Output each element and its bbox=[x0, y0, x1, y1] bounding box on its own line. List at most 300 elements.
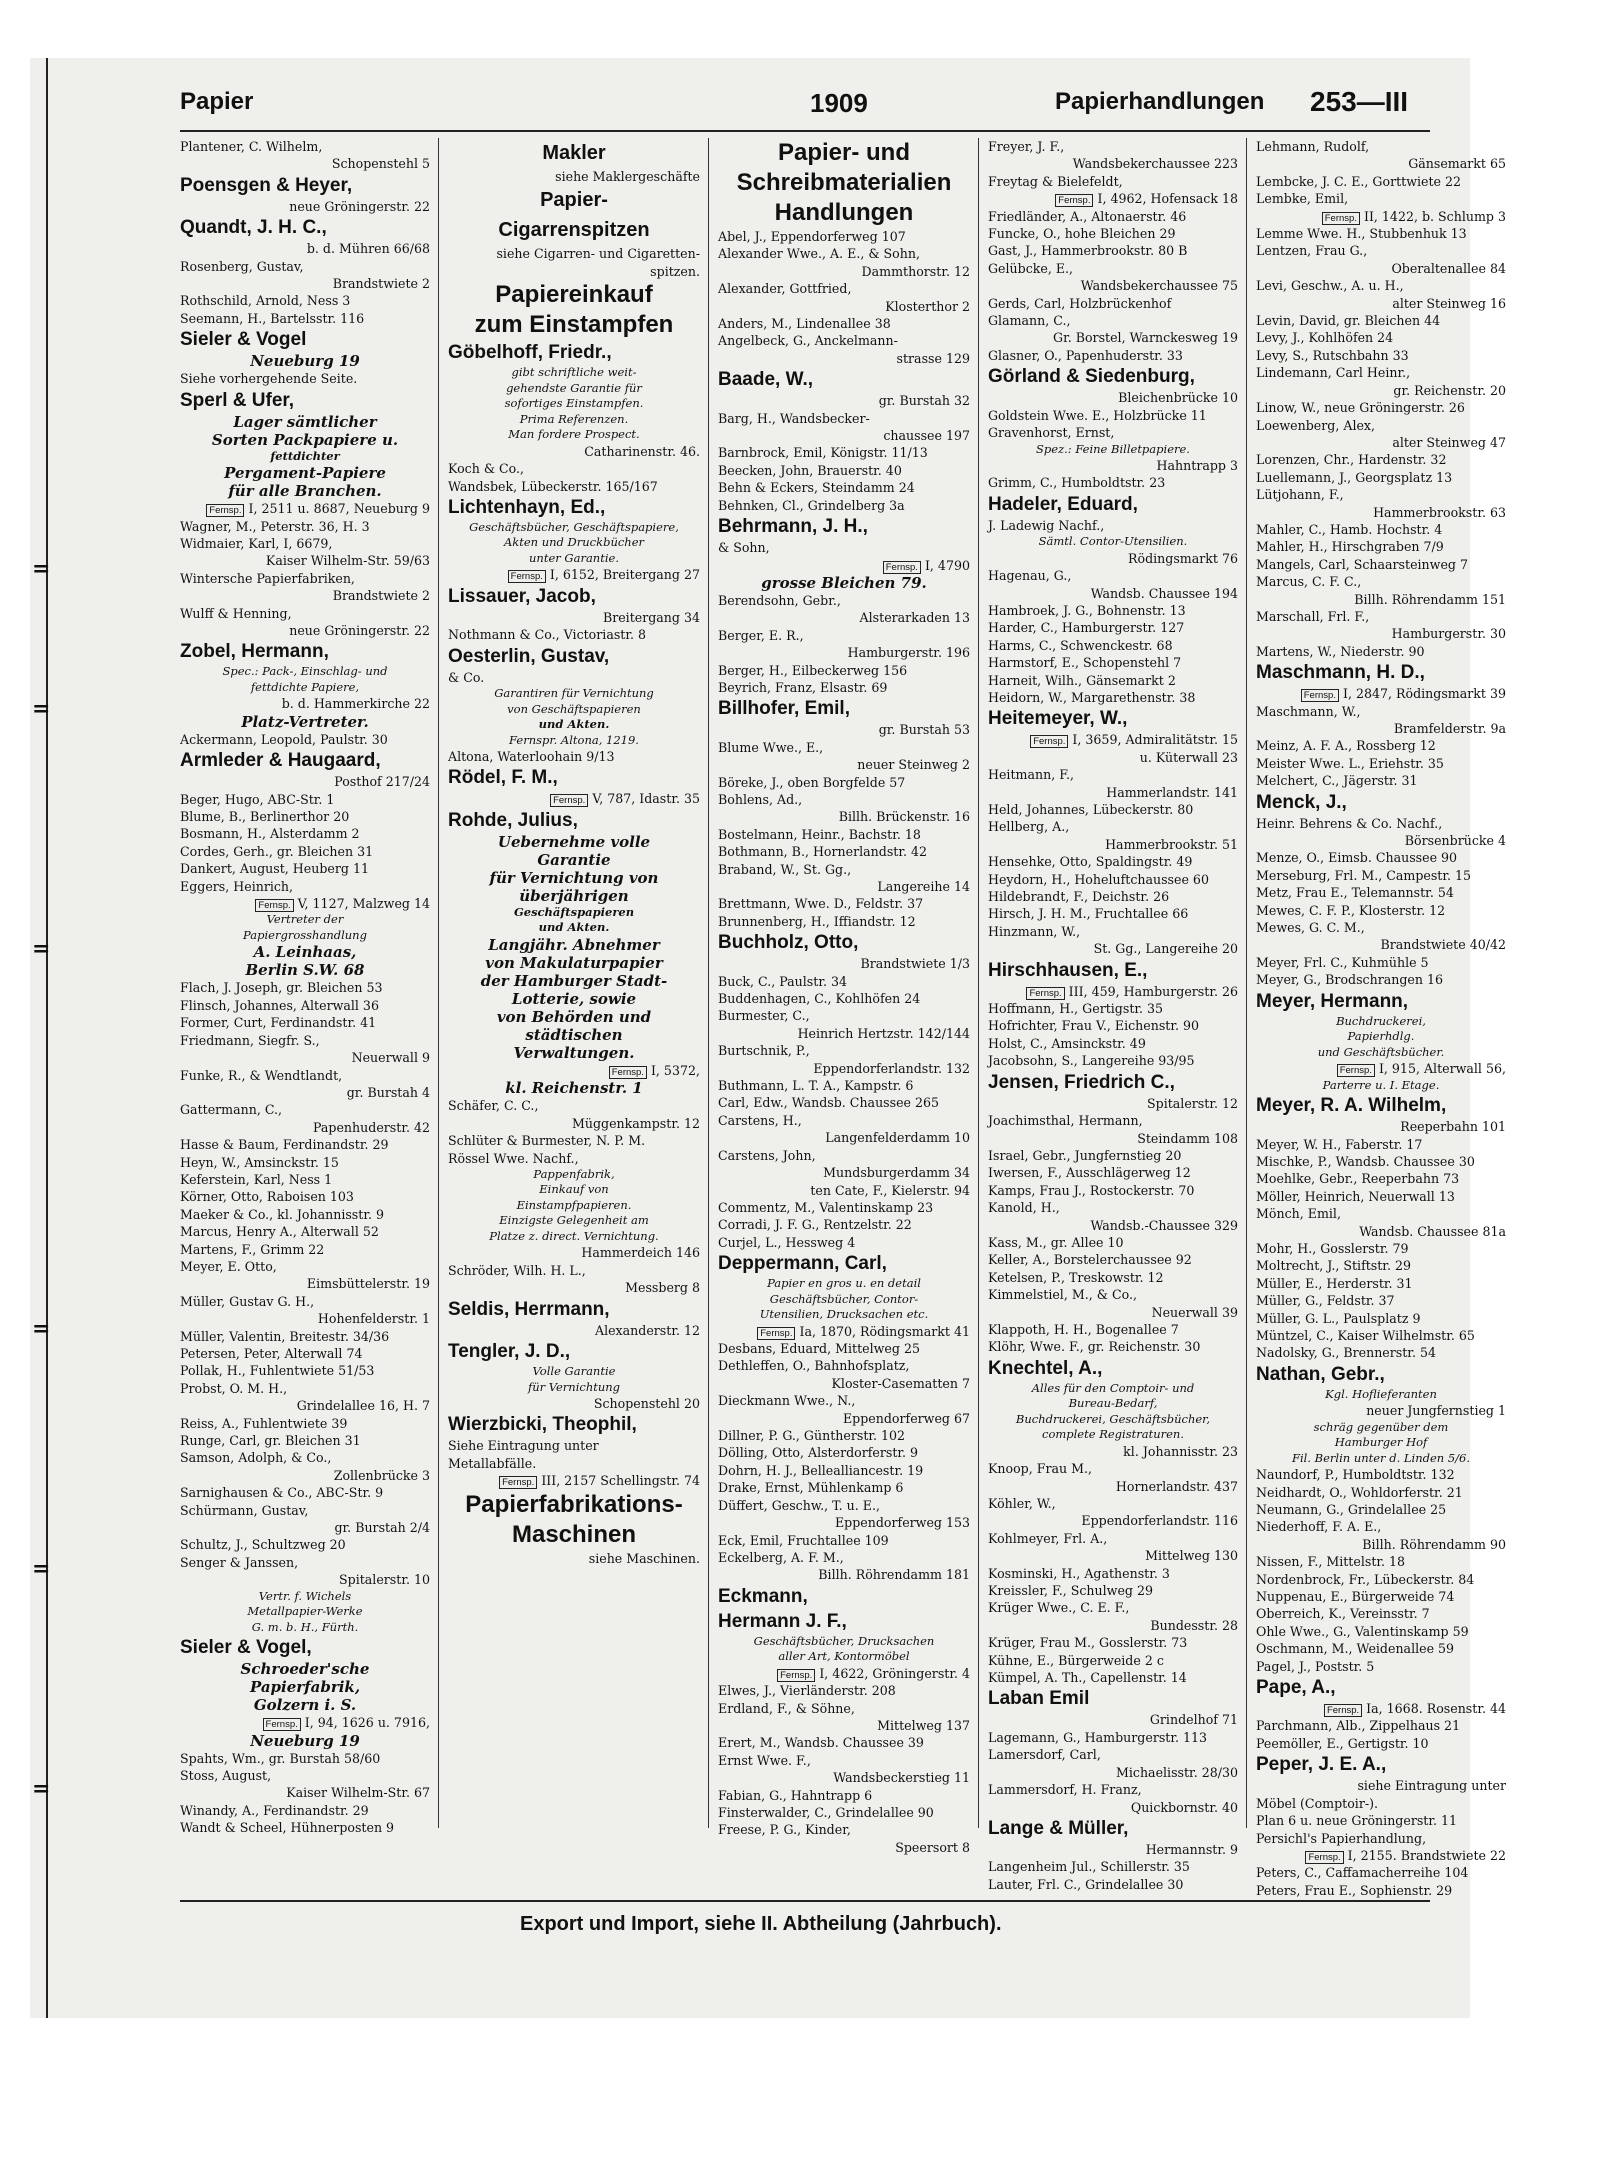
directory-line bbox=[1256, 1700, 1506, 1717]
directory-line: Grimm, C., Humboldtstr. 23 bbox=[988, 475, 1166, 491]
directory-line: Kosminski, H., Agathenstr. 3 bbox=[988, 1565, 1170, 1581]
directory-line: Eppendorferlandstr. 132 bbox=[813, 1060, 970, 1076]
directory-line: Harneit, Wilh., Gänsemarkt 2 bbox=[988, 672, 1176, 688]
directory-line: Lemme Wwe. H., Stubbenhuk 13 bbox=[1256, 226, 1467, 242]
directory-line: von Behörden und bbox=[496, 1007, 652, 1026]
directory-line: Brandstwiete 40/42 bbox=[1380, 937, 1506, 953]
directory-line: Iwersen, F., Ausschlägerweg 12 bbox=[988, 1165, 1191, 1181]
telephone-badge: Fernsp. bbox=[1337, 1064, 1375, 1077]
directory-line bbox=[1256, 1060, 1506, 1077]
directory-line bbox=[1256, 1847, 1506, 1864]
directory-line: Oberaltenallee 84 bbox=[1391, 260, 1506, 276]
directory-line: von Makulaturpapier bbox=[485, 953, 663, 972]
directory-line: schräg gegenüber dem bbox=[1313, 1419, 1449, 1434]
directory-line: strasse 129 bbox=[896, 350, 970, 366]
directory-line-text: III, 2157 Schellingstr. 74 bbox=[541, 1473, 700, 1489]
directory-line: Kass, M., gr. Allee 10 bbox=[988, 1234, 1124, 1250]
telephone-badge: Fernsp. bbox=[1026, 987, 1064, 1000]
directory-line: Plan 6 u. neue Gröningerstr. 11 bbox=[1256, 1813, 1458, 1829]
directory-line: Breitergang 34 bbox=[602, 609, 700, 625]
directory-line: Nadolsky, G., Brennerstr. 54 bbox=[1256, 1345, 1436, 1361]
directory-line: siehe Maschinen. bbox=[588, 1550, 700, 1566]
directory-line: Dohrn, H. J., Bellealliancestr. 19 bbox=[718, 1462, 924, 1478]
directory-line: Heydorn, H., Hoheluftchaussee 60 bbox=[988, 871, 1209, 887]
directory-line: Kamps, Frau J., Rostockerstr. 70 bbox=[988, 1182, 1195, 1198]
directory-line: Hadeler, Eduard, bbox=[988, 493, 1138, 515]
directory-line: Golzern i. S. bbox=[253, 1696, 357, 1715]
directory-line: Meister Wwe. L., Eriehstr. 35 bbox=[1256, 755, 1444, 771]
directory-line: Senger & Janssen, bbox=[180, 1554, 299, 1570]
directory-line: Hellberg, A., bbox=[988, 819, 1070, 835]
directory-line: Wandsbekerchaussee 75 bbox=[1080, 278, 1238, 294]
directory-line: Mischke, P., Wandsb. Chaussee 30 bbox=[1256, 1153, 1475, 1169]
directory-line: Meyer, W. H., Faberstr. 17 bbox=[1256, 1136, 1423, 1152]
directory-line: Jacobsohn, S., Langereihe 93/95 bbox=[988, 1053, 1195, 1069]
directory-line: Menze, O., Eimsb. Chaussee 90 bbox=[1256, 850, 1458, 866]
footer-rule bbox=[180, 1900, 1430, 1902]
directory-line: Vertr. f. Wichels bbox=[258, 1588, 352, 1603]
directory-line: Sarnighausen & Co., ABC-Str. 9 bbox=[180, 1485, 384, 1501]
column-divider bbox=[708, 138, 709, 1828]
directory-line: und Akten. bbox=[538, 717, 610, 732]
directory-line: Elwes, J., Vierländerstr. 208 bbox=[718, 1683, 896, 1699]
directory-line: Catharinenstr. 46. bbox=[584, 443, 700, 459]
directory-line bbox=[180, 500, 430, 517]
directory-line: Hofrichter, Frau V., Eichenstr. 90 bbox=[988, 1018, 1200, 1034]
directory-line: Lentzen, Frau G., bbox=[1256, 243, 1368, 259]
directory-line: Hammerlandstr. 141 bbox=[1106, 784, 1238, 800]
telephone-badge: Fernsp. bbox=[508, 570, 546, 583]
directory-line: Göbelhoff, Friedr., bbox=[448, 342, 612, 364]
directory-line: Papier- und bbox=[777, 139, 910, 166]
directory-line: Volle Garantie bbox=[532, 1364, 616, 1379]
directory-line: Langjähr. Abnehmer bbox=[488, 935, 660, 954]
page-number: 253—III bbox=[1310, 86, 1409, 117]
directory-line: Buchholz, Otto, bbox=[718, 932, 859, 954]
telephone-badge: Fernsp. bbox=[777, 1669, 815, 1682]
directory-line: Lütjohann, F., bbox=[1256, 487, 1344, 503]
header-section: Papierhandlungen bbox=[1055, 88, 1265, 115]
directory-line: Schäfer, C. C., bbox=[448, 1098, 539, 1114]
directory-line: für Vernichtung von bbox=[489, 868, 659, 887]
directory-line: überjährigen bbox=[519, 886, 629, 905]
directory-line: Lindemann, Carl Heinr., bbox=[1256, 365, 1411, 381]
telephone-badge: Fernsp. bbox=[499, 1476, 537, 1489]
directory-line: Schultz, J., Schultzweg 20 bbox=[180, 1537, 346, 1553]
directory-line: Böreke, J., oben Borgfelde 57 bbox=[718, 774, 906, 790]
directory-line: Kaiser Wilhelm-Str. 59/63 bbox=[265, 553, 430, 569]
directory-line: Freese, P. G., Kinder, bbox=[718, 1822, 851, 1838]
directory-line: Nothmann & Co., Victoriastr. 8 bbox=[448, 627, 647, 643]
directory-line: Hamburgerstr. 30 bbox=[1391, 626, 1506, 642]
directory-line: Geschäftsbücher, Drucksachen bbox=[753, 1633, 935, 1648]
directory-line: Neueburg 19 bbox=[250, 352, 360, 371]
directory-line: Mangels, Carl, Schaarsteinweg 7 bbox=[1256, 556, 1468, 572]
directory-line: Schopenstehl 5 bbox=[331, 156, 430, 172]
directory-line: Fernspr. Altona, 1219. bbox=[509, 732, 639, 747]
directory-line: Garantie bbox=[537, 850, 611, 869]
directory-line: Wandsbeckerstieg 11 bbox=[833, 1770, 970, 1786]
directory-line: Friedmann, Siegfr. S., bbox=[180, 1032, 320, 1048]
directory-line: Hirsch, J. H. M., Fruchtallee 66 bbox=[988, 906, 1189, 922]
directory-line: Gelübcke, E., bbox=[988, 260, 1074, 276]
directory-line: und Akten. bbox=[538, 920, 610, 935]
directory-line: Quickbornstr. 40 bbox=[1130, 1799, 1238, 1815]
directory-line: & Sohn, bbox=[718, 540, 770, 556]
directory-line: Pagel, J., Poststr. 5 bbox=[1256, 1658, 1375, 1674]
directory-line: Mönch, Emil, bbox=[1256, 1206, 1341, 1222]
directory-line: Goldstein Wwe. E., Holzbrücke 11 bbox=[988, 407, 1207, 423]
directory-line: Hermann J. F., bbox=[718, 1610, 847, 1632]
directory-line: Langenheim Jul., Schillerstr. 35 bbox=[988, 1859, 1190, 1875]
directory-line: Kgl. Hoflieferanten bbox=[1325, 1386, 1437, 1401]
column-4 bbox=[988, 138, 1238, 1892]
directory-line: Meinz, A. F. A., Rossberg 12 bbox=[1256, 738, 1436, 754]
directory-line: siehe Maklergeschäfte bbox=[555, 169, 700, 184]
directory-line: Lange & Müller, bbox=[988, 1817, 1129, 1839]
directory-line: Knoop, Frau M., bbox=[988, 1461, 1093, 1477]
directory-line: Man fordere Prospect. bbox=[508, 427, 640, 442]
directory-line: Kümpel, A. Th., Capellenstr. 14 bbox=[988, 1670, 1187, 1686]
telephone-badge: Fernsp. bbox=[550, 794, 588, 807]
directory-line: Wandt & Scheel, Hühnerposten 9 bbox=[180, 1820, 395, 1836]
directory-line-text: I, 2511 u. 8687, Neueburg 9 bbox=[248, 501, 430, 517]
directory-line: Heyn, W., Amsinckstr. 15 bbox=[180, 1154, 339, 1170]
directory-line: Handlungen bbox=[774, 199, 914, 226]
telephone-badge: Fernsp. bbox=[206, 504, 244, 517]
directory-line: Spitalerstr. 12 bbox=[1147, 1095, 1238, 1111]
directory-line: Mittelweg 130 bbox=[1145, 1548, 1238, 1564]
directory-line-text: I, 4622, Gröningerstr. 4 bbox=[819, 1665, 970, 1681]
directory-line-text: II, 1422, b. Schlump 3 bbox=[1363, 208, 1506, 224]
directory-line bbox=[448, 1062, 700, 1079]
directory-line: Klappoth, H. H., Bogenallee 7 bbox=[988, 1321, 1179, 1337]
directory-line: Moltrecht, J., Stiftstr. 29 bbox=[1256, 1258, 1411, 1274]
directory-line bbox=[718, 1665, 970, 1682]
directory-line: Görland & Siedenburg, bbox=[988, 366, 1195, 388]
column-2 bbox=[448, 138, 700, 1828]
directory-line: Joachimsthal, Hermann, bbox=[988, 1113, 1143, 1129]
directory-line: Zobel, Hermann, bbox=[180, 641, 329, 663]
directory-line: alter Steinweg 47 bbox=[1392, 434, 1506, 450]
directory-line: zum Einstampfen bbox=[474, 311, 674, 339]
directory-line: Billh. Röhrendamm 151 bbox=[1354, 591, 1506, 607]
directory-line: Winandy, A., Ferdinandstr. 29 bbox=[180, 1802, 369, 1818]
column-divider bbox=[438, 138, 439, 1828]
directory-line: Cigarrenspitzen bbox=[498, 219, 650, 242]
directory-line: Mahler, H., Hirschgraben 7/9 bbox=[1256, 539, 1444, 555]
directory-line: Meyer, G., Brodschrangen 16 bbox=[1256, 972, 1444, 988]
directory-line: Hasse & Baum, Ferdinandstr. 29 bbox=[180, 1137, 389, 1153]
directory-line: Akten und Druckbücher bbox=[503, 535, 645, 550]
directory-line: Müggenkampstr. 12 bbox=[571, 1115, 700, 1131]
directory-line: Burmester, C., bbox=[718, 1008, 810, 1024]
directory-line: Speersort 8 bbox=[895, 1839, 970, 1855]
directory-line: Buthmann, L. T. A., Kampstr. 6 bbox=[718, 1078, 914, 1094]
directory-line: Eggers, Heinrich, bbox=[180, 878, 294, 894]
directory-line: Kaiser Wilhelm-Str. 67 bbox=[286, 1785, 430, 1801]
directory-line: Harder, C., Hamburgerstr. 127 bbox=[988, 620, 1185, 636]
directory-line: Runge, Carl, gr. Bleichen 31 bbox=[180, 1433, 361, 1449]
directory-line: Langenfelderdamm 10 bbox=[825, 1130, 970, 1146]
directory-line: neuer Jungfernstieg 1 bbox=[1366, 1403, 1506, 1419]
column-divider bbox=[1246, 138, 1247, 1828]
directory-line: Blume Wwe., E., bbox=[718, 739, 824, 755]
directory-line: Mewes, G. C. M., bbox=[1256, 920, 1365, 936]
directory-line: Koch & Co., bbox=[448, 461, 525, 477]
directory-line-text: I, 2847, Rödingsmarkt 39 bbox=[1342, 686, 1506, 702]
directory-line: Brandstwiete 2 bbox=[332, 588, 430, 604]
directory-line: Bosmann, H., Alsterdamm 2 bbox=[180, 826, 360, 842]
directory-line: Niederhoff, F. A. E., bbox=[1256, 1519, 1382, 1535]
directory-line: gibt schriftliche weit- bbox=[511, 365, 637, 380]
directory-line bbox=[988, 983, 1238, 1000]
directory-line-text: I, 94, 1626 u. 7916, bbox=[304, 1715, 430, 1731]
directory-line: Lorenzen, Chr., Hardenstr. 32 bbox=[1256, 452, 1447, 468]
directory-line: Alsterarkaden 13 bbox=[859, 610, 970, 626]
directory-line: alter Steinweg 16 bbox=[1392, 295, 1506, 311]
directory-line: Einstampfpapieren. bbox=[516, 1197, 632, 1212]
directory-line: Uebernehme volle bbox=[497, 832, 651, 851]
directory-line: St. Gg., Langereihe 20 bbox=[1093, 941, 1238, 957]
directory-line: Peper, J. E. A., bbox=[1256, 1754, 1387, 1776]
directory-line-text: I, 2155. Brandstwiete 22 bbox=[1347, 1847, 1506, 1863]
directory-line: Kohlmeyer, Frl. A., bbox=[988, 1530, 1108, 1546]
directory-line: Siehe Eintragung unter bbox=[448, 1438, 599, 1454]
directory-line: Burtschnik, P., bbox=[718, 1043, 810, 1059]
directory-line: Eckelberg, A. F. M., bbox=[718, 1549, 844, 1565]
directory-line: Schürmann, Gustav, bbox=[180, 1502, 309, 1518]
directory-line: Köhler, W., bbox=[988, 1496, 1056, 1511]
directory-line: Lichtenhayn, Ed., bbox=[448, 496, 606, 518]
directory-line: Persichl's Papierhandlung, bbox=[1256, 1830, 1427, 1846]
directory-line: Platze z. direct. Vernichtung. bbox=[489, 1228, 659, 1243]
directory-line: gr. Burstah 32 bbox=[878, 393, 970, 409]
directory-line: Former, Curt, Ferdinandstr. 41 bbox=[180, 1015, 377, 1031]
directory-line: Hammerbrookstr. 63 bbox=[1373, 504, 1506, 520]
directory-line: Keller, A., Borstelerchaussee 92 bbox=[988, 1252, 1192, 1268]
directory-line bbox=[180, 895, 430, 912]
directory-line: städtischen bbox=[525, 1025, 623, 1044]
directory-line: und Geschäftsbücher. bbox=[1317, 1044, 1445, 1059]
directory-line: b. d. Hammerkirche 22 bbox=[281, 696, 430, 712]
directory-line: Oberreich, K., Vereinsstr. 7 bbox=[1256, 1606, 1430, 1622]
directory-line: Seemann, H., Bartelsstr. 116 bbox=[180, 310, 365, 326]
directory-line: Papiergrosshandlung bbox=[243, 927, 367, 942]
directory-line: Wandsbek, Lübeckerstr. 165/167 bbox=[448, 478, 658, 494]
directory-line: Lissauer, Jacob, bbox=[448, 585, 596, 607]
directory-line: Behnken, Cl., Grindelberg 3a bbox=[718, 497, 905, 513]
directory-line: Levy, S., Rutschbahn 33 bbox=[1256, 347, 1409, 363]
telephone-badge: Fernsp. bbox=[1324, 1704, 1362, 1717]
directory-line: Erert, M., Wandsb. Chaussee 39 bbox=[718, 1735, 924, 1751]
directory-line: Reiss, A., Fuhlentwiete 39 bbox=[180, 1415, 348, 1431]
telephone-badge: Fernsp. bbox=[263, 1718, 301, 1731]
directory-line: Spahts, Wm., gr. Burstah 58/60 bbox=[180, 1750, 381, 1766]
directory-line: Nathan, Gebr., bbox=[1256, 1363, 1385, 1385]
directory-line: Bostelmann, Heinr., Bachstr. 18 bbox=[718, 826, 921, 842]
directory-line: Nissen, F., Mittelstr. 18 bbox=[1256, 1554, 1406, 1570]
directory-line: Flinsch, Johannes, Alterwall 36 bbox=[180, 997, 379, 1013]
directory-line: Kreissler, F., Schulweg 29 bbox=[988, 1583, 1153, 1599]
directory-line: Grindelallee 16, H. 7 bbox=[296, 1398, 430, 1414]
directory-line: Peters, Frau E., Sophienstr. 29 bbox=[1256, 1882, 1453, 1898]
directory-line: Klöhr, Wwe. F., gr. Reichenstr. 30 bbox=[988, 1339, 1201, 1355]
directory-line: Marcus, Henry A., Alterwall 52 bbox=[180, 1224, 379, 1240]
directory-line bbox=[1256, 685, 1506, 702]
directory-line: Hoffmann, H., Gertigstr. 35 bbox=[988, 1001, 1164, 1017]
directory-line: Meyer, Frl. C., Kuhmühle 5 bbox=[1256, 954, 1429, 970]
directory-line: Wulff & Henning, bbox=[180, 605, 292, 621]
directory-line: Oesterlin, Gustav, bbox=[448, 645, 610, 667]
directory-line: aller Art, Kontormöbel bbox=[778, 1649, 910, 1664]
directory-line: Levi, Geschw., A. u. H., bbox=[1256, 278, 1404, 294]
directory-line: Mewes, C. F. P., Klosterstr. 12 bbox=[1256, 902, 1446, 918]
directory-line: Müntzel, C., Kaiser Wilhelmstr. 65 bbox=[1256, 1327, 1475, 1343]
directory-line: Rödingsmarkt 76 bbox=[1128, 550, 1238, 566]
directory-line: Mundsburgerdamm 34 bbox=[823, 1165, 970, 1181]
directory-line: Müller, E., Herderstr. 31 bbox=[1256, 1275, 1413, 1291]
directory-line: Hammerbrookstr. 51 bbox=[1105, 836, 1238, 852]
telephone-badge: Fernsp. bbox=[1305, 1851, 1343, 1864]
directory-line: Metallabfälle. bbox=[448, 1455, 537, 1471]
directory-line: Makler bbox=[542, 142, 606, 164]
telephone-badge: Fernsp. bbox=[757, 1327, 795, 1340]
directory-line bbox=[448, 790, 700, 807]
directory-line: Ernst Wwe. F., bbox=[718, 1752, 811, 1768]
directory-line: Gerds, Carl, Holzbrückenhof bbox=[988, 295, 1172, 311]
directory-line: Billh. Brückenstr. 16 bbox=[838, 809, 970, 825]
directory-line: Spec.: Pack-, Einschlag- und bbox=[222, 664, 388, 679]
telephone-badge: Fernsp. bbox=[1301, 689, 1339, 702]
directory-line: Rosenberg, Gustav, bbox=[180, 258, 304, 274]
directory-line: Papiereinkauf bbox=[495, 281, 653, 309]
directory-line: Blume, B., Berlinerthor 20 bbox=[180, 809, 350, 825]
directory-line: Friedländer, A., Altonaerstr. 46 bbox=[988, 208, 1187, 224]
directory-line: Rödel, F. M., bbox=[448, 767, 558, 789]
directory-line: Menck, J., bbox=[1256, 791, 1347, 813]
directory-line: Wagner, M., Peterstr. 36, H. 3 bbox=[180, 518, 370, 534]
directory-line: Mittelweg 137 bbox=[877, 1717, 970, 1733]
directory-line: Levy, J., Kohlhöfen 24 bbox=[1256, 330, 1394, 346]
directory-line: Eppendorferweg 153 bbox=[834, 1515, 970, 1531]
directory-line: Lager sämtlicher bbox=[233, 412, 377, 431]
directory-line: Billhofer, Emil, bbox=[718, 698, 850, 720]
directory-line: Quandt, J. H. C., bbox=[180, 217, 327, 239]
directory-line: Jensen, Friedrich C., bbox=[988, 1071, 1175, 1093]
directory-line: Braband, W., St. Gg., bbox=[718, 861, 852, 877]
directory-line: Posthof 217/24 bbox=[334, 774, 430, 790]
directory-line-text: I, 4962, Hofensack 18 bbox=[1097, 191, 1238, 207]
directory-line: Harmstorf, E., Schopenstehl 7 bbox=[988, 655, 1182, 671]
column-divider bbox=[978, 138, 979, 1828]
directory-line: Wandsb.-Chaussee 329 bbox=[1090, 1217, 1238, 1233]
directory-line: Naundorf, P., Humboldtstr. 132 bbox=[1256, 1467, 1455, 1483]
directory-line: Alexander Wwe., A. E., & Sohn, bbox=[718, 246, 920, 262]
directory-line: Müller, Valentin, Breitestr. 34/36 bbox=[180, 1328, 390, 1344]
directory-line: Schreibmaterialien bbox=[736, 169, 952, 196]
page-header bbox=[180, 88, 1470, 128]
directory-line: Marcus, C. F. C., bbox=[1256, 574, 1362, 590]
directory-line: G. m. b. H., Fürth. bbox=[251, 1619, 359, 1634]
directory-line: Heidorn, W., Margarethenstr. 38 bbox=[988, 689, 1196, 705]
directory-line: Papierfabrikations- bbox=[465, 1490, 683, 1518]
directory-line: Schroeder'sche bbox=[240, 1660, 370, 1679]
directory-line: Kanold, H., bbox=[988, 1200, 1060, 1216]
directory-line: Nordenbrock, Fr., Lübeckerstr. 84 bbox=[1256, 1571, 1475, 1587]
directory-line: Neuerwall 9 bbox=[351, 1050, 430, 1066]
directory-line: Moehlke, Gebr., Reeperbahn 73 bbox=[1256, 1171, 1460, 1187]
directory-line: Kimmelstiel, M., & Co., bbox=[988, 1287, 1137, 1303]
directory-line: Eppendorferweg 67 bbox=[842, 1410, 970, 1426]
directory-line-text: I, 3659, Admiralitätstr. 15 bbox=[1072, 732, 1238, 748]
directory-line: Messberg 8 bbox=[625, 1280, 700, 1296]
directory-line: Sieler & Vogel bbox=[180, 329, 307, 351]
directory-line: Corradi, J. F. G., Rentzelstr. 22 bbox=[718, 1217, 912, 1233]
directory-line: Geschäftsbücher, Geschäftspapiere, bbox=[469, 519, 679, 534]
directory-line: Samson, Adolph, & Co., bbox=[180, 1450, 332, 1466]
directory-line: Lembcke, J. C. E., Gorttwiete 22 bbox=[1256, 173, 1462, 189]
directory-line: Parchmann, Alb., Zippelhaus 21 bbox=[1256, 1718, 1461, 1734]
directory-line: Buchdruckerei, Geschäftsbücher, bbox=[1015, 1411, 1211, 1426]
directory-line: Wandsbekerchaussee 223 bbox=[1072, 156, 1238, 172]
directory-line: Erdland, F., & Söhne, bbox=[718, 1700, 855, 1716]
directory-line: Kloster-Casematten 7 bbox=[831, 1375, 970, 1391]
directory-line: Plantener, C. Wilhelm, bbox=[180, 139, 323, 154]
directory-line bbox=[448, 566, 700, 583]
directory-line: Langereihe 14 bbox=[877, 879, 970, 894]
directory-line: b. d. Mühren 66/68 bbox=[306, 241, 430, 257]
directory-line: Dieckmann Wwe., N., bbox=[718, 1393, 856, 1409]
directory-line: Harms, C., Schwenckestr. 68 bbox=[988, 637, 1173, 653]
directory-line: Bohlens, Ad., bbox=[718, 791, 803, 807]
directory-line: Beecken, John, Brauerstr. 40 bbox=[718, 462, 902, 478]
directory-line: Papierfabrik, bbox=[249, 1678, 361, 1697]
directory-line: der Hamburger Stadt- bbox=[480, 971, 668, 990]
directory-line: Zollenbrücke 3 bbox=[333, 1467, 430, 1483]
directory-line: Widmaier, Karl, I, 6679, bbox=[180, 535, 333, 551]
directory-line: Möller, Heinrich, Neuerwall 13 bbox=[1256, 1188, 1455, 1204]
directory-line: unter Garantie. bbox=[529, 550, 619, 565]
directory-line: Meyer, E. Otto, bbox=[180, 1258, 277, 1274]
directory-line: Papierhdlg. bbox=[1347, 1029, 1415, 1044]
directory-line: Börsenbrücke 4 bbox=[1404, 833, 1506, 849]
directory-line: Müller, G. L., Paulsplatz 9 bbox=[1256, 1310, 1421, 1326]
telephone-badge: Fernsp. bbox=[255, 899, 293, 912]
directory-line: Buchdruckerei, bbox=[1336, 1013, 1426, 1028]
directory-line bbox=[448, 1472, 700, 1489]
directory-line: Krüger Wwe., C. E. F., bbox=[988, 1600, 1130, 1616]
directory-line: gr. Burstah 4 bbox=[346, 1084, 430, 1100]
directory-line: Beyrich, Franz, Elsastr. 69 bbox=[718, 679, 888, 695]
directory-line: Eckmann, bbox=[718, 1585, 808, 1607]
directory-line: Utensilien, Drucksachen etc. bbox=[759, 1307, 929, 1322]
directory-line: Deppermann, Carl, bbox=[718, 1253, 887, 1275]
directory-line: Heinrich Hertzstr. 142/144 bbox=[797, 1025, 970, 1041]
directory-line: complete Registraturen. bbox=[1042, 1427, 1184, 1442]
margin-mark: = bbox=[32, 1776, 51, 1802]
directory-line: Michaelisstr. 28/30 bbox=[1115, 1764, 1238, 1780]
directory-line: Schlüter & Burmester, N. P. M. bbox=[448, 1133, 646, 1149]
directory-line: gr. Burstah 2/4 bbox=[334, 1520, 430, 1536]
directory-line: Krüger, Frau M., Gosslerstr. 73 bbox=[988, 1635, 1188, 1651]
directory-line: Levin, David, gr. Bleichen 44 bbox=[1256, 313, 1441, 329]
directory-line: Ohle Wwe., G., Valentinskamp 59 bbox=[1256, 1623, 1469, 1639]
directory-line: Buddenhagen, C., Kohlhöfen 24 bbox=[718, 991, 921, 1007]
directory-line: Kühne, E., Bürgerweide 2 c bbox=[988, 1652, 1164, 1668]
directory-line: Reeperbahn 101 bbox=[1400, 1119, 1506, 1135]
directory-line: Armleder & Haugaard, bbox=[180, 750, 381, 772]
